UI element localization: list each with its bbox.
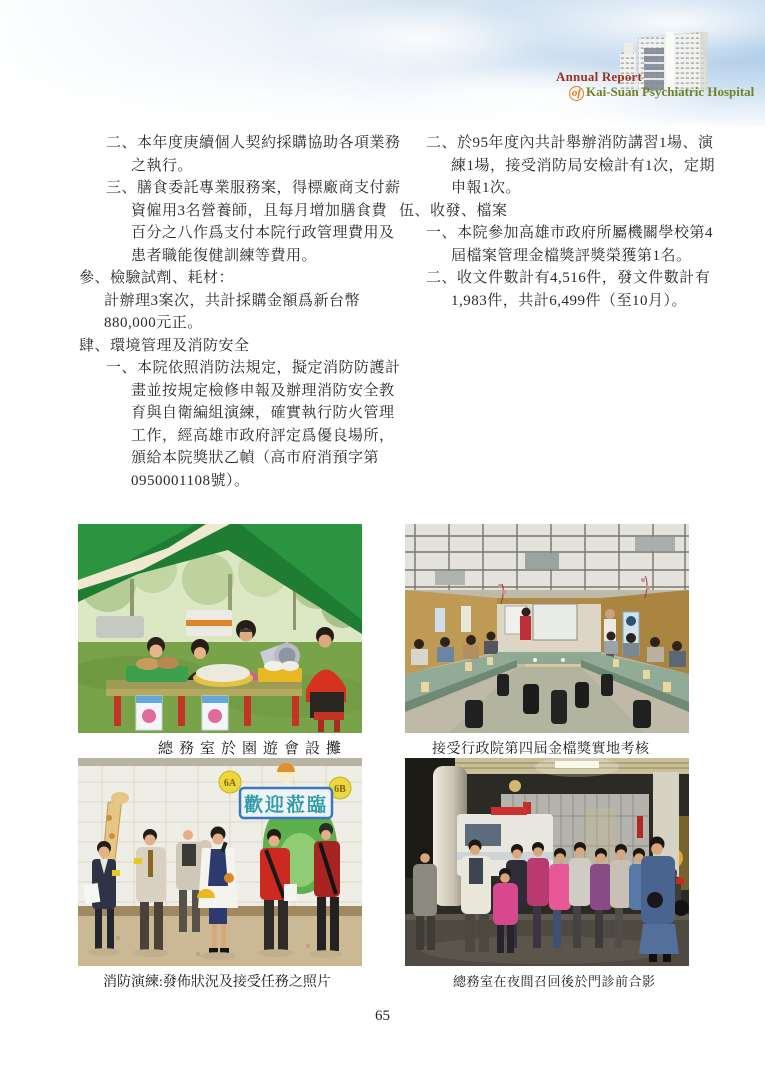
welcome-sign-text: 歡迎蒞臨: [243, 795, 329, 816]
text-line: 申報1次。: [451, 180, 522, 196]
section-heading: 伍、收發、檔案: [399, 202, 508, 219]
right-text-column: [395, 132, 716, 312]
header-sky: [0, 0, 765, 126]
text-line: 二、本年度庚續個人契約採購協助各項業務: [106, 135, 401, 151]
text-line: 工作，經高雄市政府評定爲優良場所，: [131, 427, 395, 444]
section-heading: 參、檢驗試劑、耗材：: [79, 270, 235, 286]
report-masthead: [556, 70, 754, 101]
photo-caption-fair: 總務室於園遊會設攤: [158, 741, 348, 757]
text-line: 計辦理3案次，共計採購金額爲新台幣: [104, 292, 361, 309]
left-text-column: [75, 132, 401, 492]
of-logo: of: [569, 86, 584, 101]
text-line: 畫並按規定檢修申報及辦理消防安全教: [131, 382, 395, 399]
photo-caption-night-group: 總務室在夜間召回後於門診前合影: [453, 974, 656, 989]
hospital-name-line: [556, 85, 754, 101]
photo-fair-booth: [78, 524, 362, 733]
text-line: 患者職能復健訓練等費用。: [131, 247, 318, 264]
photo-fire-drill: [78, 758, 362, 966]
text-line: 屆檔案管理金檔獎評獎榮獲第1名。: [451, 247, 692, 264]
photo-conference-room: [405, 524, 689, 733]
text-line: 0950001108號）。: [131, 472, 250, 489]
annual-report-title: Annual Report: [556, 69, 643, 84]
text-line: 一、本院依照消防法規定，擬定消防防護計: [106, 360, 401, 376]
text-line: 之執行。: [131, 157, 194, 174]
text-line: 一、本院參加高雄市政府所屬機關學校第4: [426, 225, 714, 241]
text-line: 育與自衛編組演練，確實執行防火管理: [131, 405, 395, 421]
photo-caption-fire-drill: 消防演練:發佈狀況及接受任務之照片: [103, 975, 331, 990]
section-heading: 肆、環境管理及消防安全: [79, 337, 250, 354]
balloon-6a-label: 6A: [223, 778, 237, 789]
text-line: 二、收文件數計有4,516件，發文件數計有: [426, 270, 711, 286]
text-line: 資僱用3名營養師，且每月增加膳食費: [131, 202, 388, 219]
text-line: 百分之八作爲支付本院行政管理費用及: [131, 225, 395, 241]
hospital-name: Kai-Suan Psychiatric Hospital: [586, 84, 755, 99]
text-line: 三、膳食委託專業服務案，得標廠商支付薪: [106, 180, 401, 196]
text-line: 練1場，接受消防局安檢計有1次，定期: [451, 157, 716, 174]
text-line: 880,000元正。: [104, 315, 203, 331]
balloon-6b-label: 6B: [334, 784, 346, 795]
photo-night-group: [405, 758, 689, 966]
page-number: 65: [375, 1008, 390, 1024]
photo-caption-conference: 接受行政院第四屆金檔獎實地考核: [432, 742, 650, 757]
text-line: 頒給本院獎狀乙幀（高市府消預字第: [131, 450, 380, 466]
text-line: 二、於95年度內共計舉辦消防講習1場、演: [426, 135, 714, 151]
text-line: 1,983件，共計6,499件（至10月）。: [451, 292, 688, 309]
